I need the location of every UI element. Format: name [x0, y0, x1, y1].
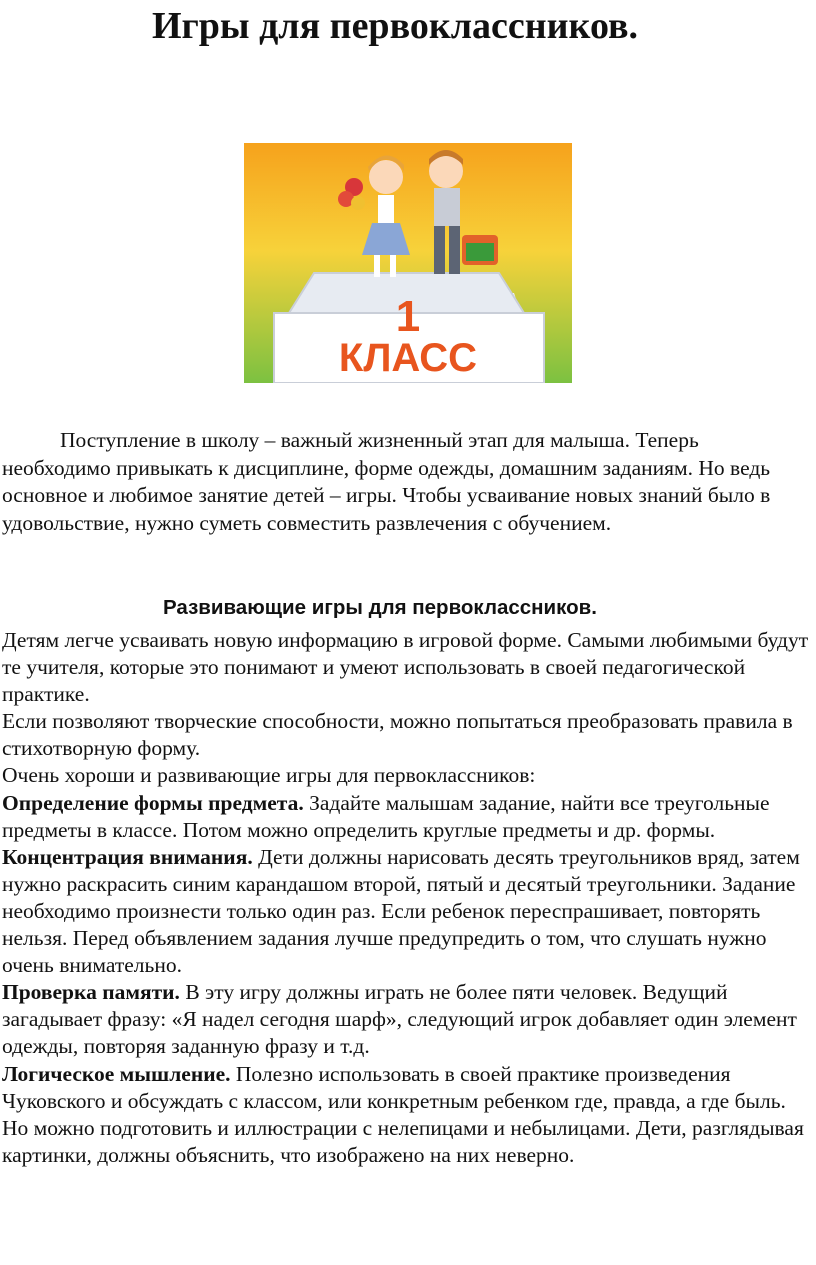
- paragraph: Если позволяют творческие способности, можно попытаться преобразовать правила в стихотворную форму.: [2, 709, 793, 761]
- game-name: Проверка памяти.: [2, 980, 180, 1005]
- game-name: Определение формы предмета.: [2, 790, 304, 815]
- game-description: Дети должны нарисовать десять треугольников вряд, затем нужно раскрасить синим карандашом второй, пятый и десятый треугольники. Задание необходимо произнести только один раз. Если ребенок переспрашивает, повторять нельзя. Перед объявлением задания лучше предупредить о том, что слушать нужно очень внимательно.: [2, 844, 800, 978]
- intro-text: Поступление в школу – важный жизненный этап для малыша. Теперь необходимо привыкать к дисциплине, форме одежды, домашним заданиям. Но ведь основное и любимое занятие детей – игры. Чтобы усваивание новых знаний было в удовольствие, нужно суметь совместить развлечения с обучением.: [2, 428, 771, 535]
- game-item: [2, 979, 814, 1060]
- svg-text:1: 1: [395, 292, 421, 341]
- game-item: [2, 1061, 814, 1169]
- game-item: [2, 790, 814, 844]
- intro-paragraph: [2, 427, 802, 537]
- game-description: Полезно использовать в своей практике произведения Чуковского и обсуждать с классом, или конкретным ребенком где, правда, а где быль. Но можно подготовить и иллюстрации с нелепицами и небылицами. Дети, разглядывая картинки, должны объяснить, что изображено на них неверно.: [2, 1061, 804, 1167]
- game-description: В эту игру должны играть не более пяти человек. Ведущий загадывает фразу: «Я надел сегодня шарф», следующий игрок добавляет один элемент одежды, повторяя заданную фразу и т.д.: [2, 980, 797, 1059]
- paragraph: Очень хороши и развивающие игры для первоклассников:: [2, 763, 536, 788]
- game-name: Логическое мышление.: [2, 1061, 231, 1086]
- game-description: Задайте малышам задание, найти все треугольные предметы в классе. Потом можно определить круглые предметы и др. формы.: [2, 790, 770, 842]
- page-title: Игры для первоклассников.: [151, 5, 639, 47]
- body-text: [2, 627, 814, 1169]
- section-subtitle: Развивающие игры для первоклассников.: [163, 596, 597, 619]
- game-item: [2, 844, 814, 979]
- first-grade-illustration: [244, 143, 572, 383]
- game-name: Концентрация внимания.: [2, 844, 253, 869]
- paragraph: Детям легче усваивать новую информацию в игровой форме. Самыми любимыми будут те учителя, которые это понимают и умеют использовать в своей педагогической практике.: [2, 628, 809, 707]
- svg-text:КЛАСС: КЛАСС: [338, 336, 478, 380]
